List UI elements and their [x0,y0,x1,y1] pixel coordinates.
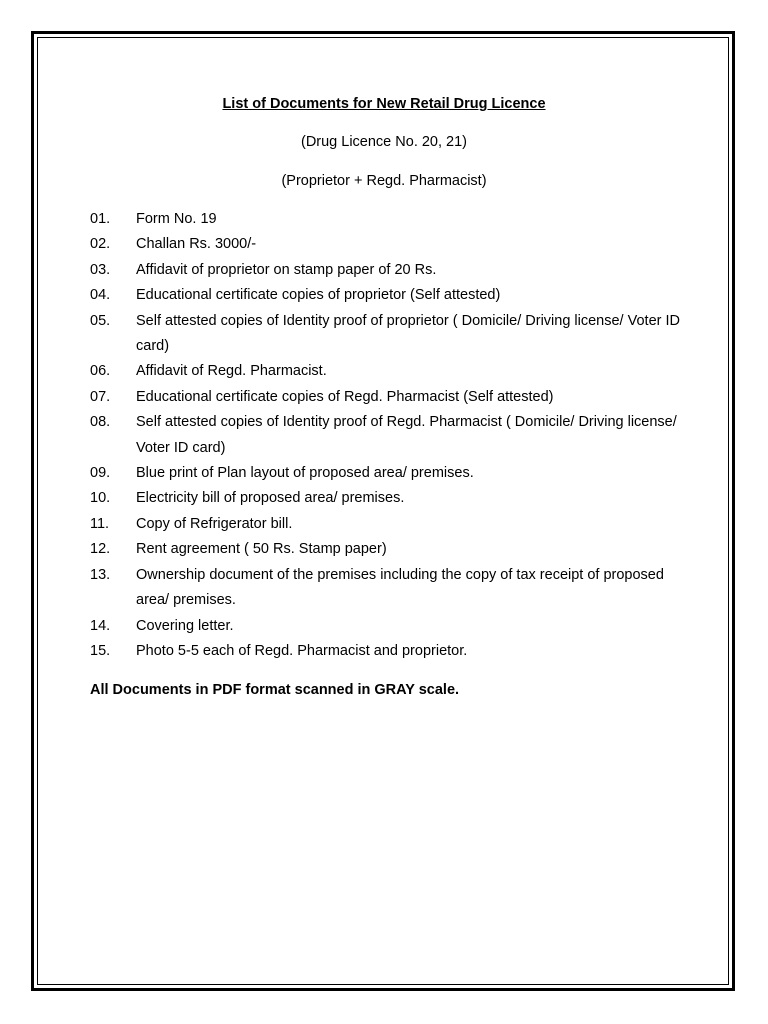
item-text: Electricity bill of proposed area/ premises. [136,490,405,507]
item-number: 02. [90,236,111,253]
list-item [90,359,690,384]
applicant-type-subtitle: (Proprietor + Regd. Pharmacist) [281,173,487,189]
item-number: 04. [90,287,111,304]
item-text: Self attested copies of Identity proof of Regd. Pharmacist ( Domicile/ Driving license/ Voter ID card) [136,414,677,456]
document-title: List of Documents for New Retail Drug Licence [222,96,546,112]
item-text: Covering letter. [136,617,234,634]
item-text: Educational certificate copies of proprietor (Self attested) [136,287,501,304]
list-item [90,563,690,614]
item-number: 13. [90,566,111,583]
item-text: Challan Rs. 3000/- [136,236,257,253]
item-number: 15. [90,642,111,659]
list-item [90,258,690,283]
list-item [90,614,690,639]
list-item [90,461,690,486]
item-text: Self attested copies of Identity proof of proprietor ( Domicile/ Driving license/ Voter ID card) [136,312,680,355]
item-text: Ownership document of the premises including the copy of tax receipt of proposed area/ premises. [136,566,664,609]
list-item [90,512,690,537]
list-item [90,232,690,257]
list-item [90,385,690,410]
list-item [90,283,690,308]
footer-note: All Documents in PDF format scanned in GRAY scale. [90,682,460,698]
licence-number-subtitle: (Drug Licence No. 20, 21) [300,134,468,150]
item-text: Copy of Refrigerator bill. [136,515,293,532]
item-number: 07. [90,388,111,405]
item-number: 14. [90,617,111,634]
item-text: Affidavit of Regd. Pharmacist. [136,363,327,380]
list-item [90,309,690,360]
item-text: Blue print of Plan layout of proposed area/ premises. [136,465,474,482]
list-item [90,207,690,232]
item-text: Rent agreement ( 50 Rs. Stamp paper) [136,541,387,558]
item-text: Educational certificate copies of Regd. Pharmacist (Self attested) [136,388,554,405]
item-number: 03. [90,261,111,278]
item-text: Affidavit of proprietor on stamp paper of 20 Rs. [136,261,437,278]
list-item [90,537,690,562]
item-text: Photo 5-5 each of Regd. Pharmacist and proprietor. [136,642,468,659]
list-item [90,486,690,511]
document-list [90,207,690,664]
item-number: 11. [90,515,110,532]
list-item [90,639,690,664]
item-number: 12. [90,541,111,558]
item-number: 06. [90,363,111,380]
item-number: 01. [90,211,111,227]
item-text: Form No. 19 [136,211,217,227]
item-number: 05. [90,312,111,329]
item-number: 09. [90,465,111,482]
item-number: 08. [90,414,111,431]
item-number: 10. [90,490,111,507]
list-item [90,410,690,461]
